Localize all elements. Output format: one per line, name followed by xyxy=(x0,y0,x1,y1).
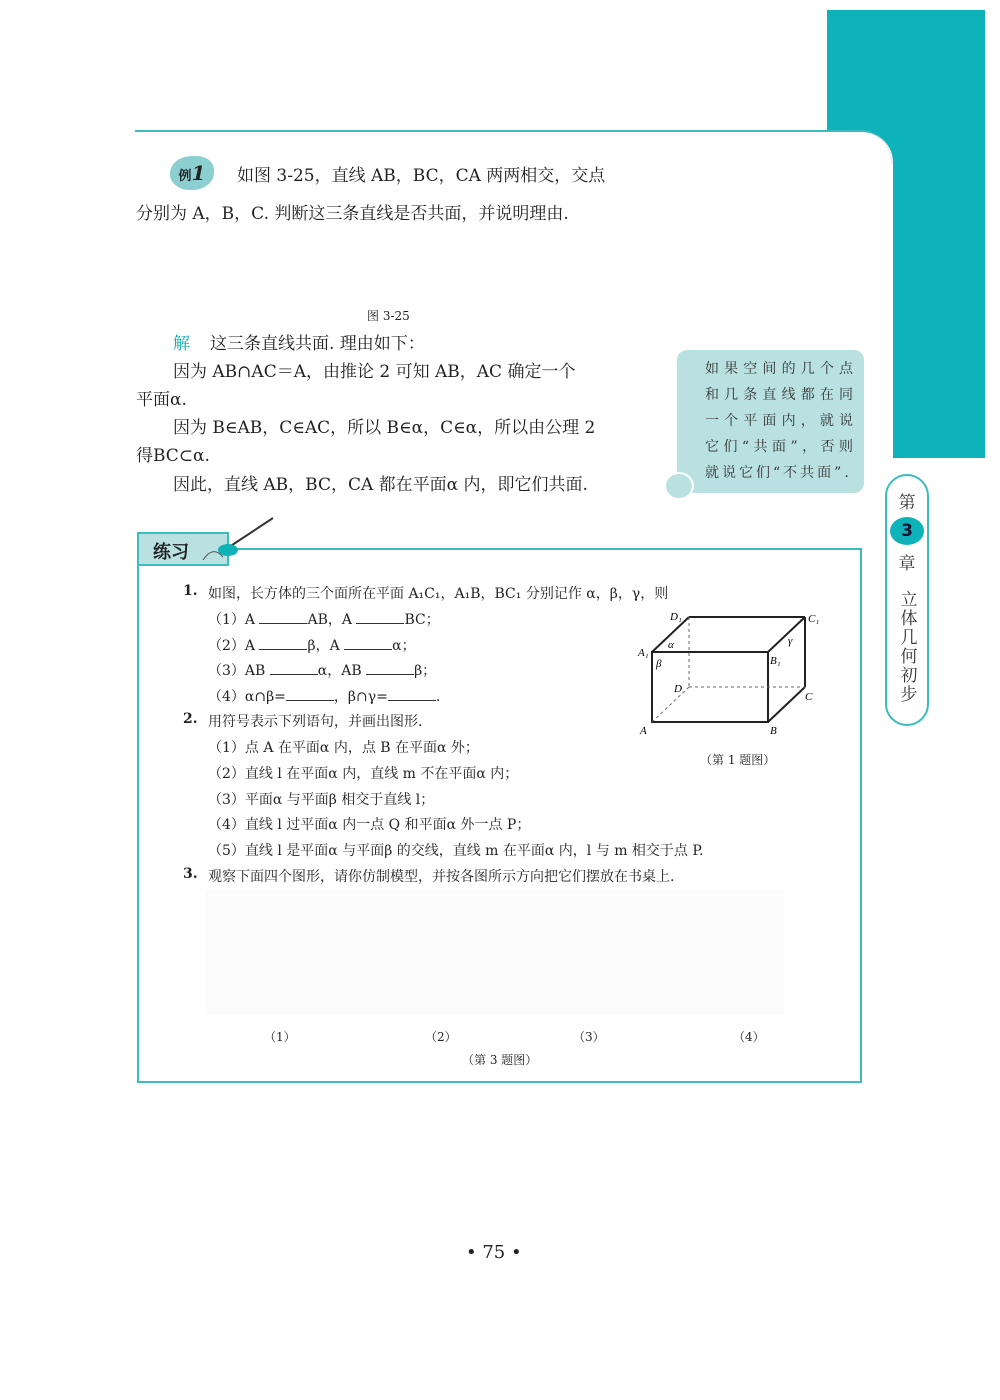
example-badge xyxy=(170,156,214,190)
solution-line: 因此，直线 AB，BC，CA 都在平面α 内，即它们共面. xyxy=(173,475,588,495)
q2-text: 用符号表示下列语句，并画出图形. xyxy=(208,714,423,730)
vertex-label: B₁ xyxy=(770,655,781,667)
q3-sub-label: （2） xyxy=(425,1030,457,1044)
chapter-title: 立体几何初步 xyxy=(896,590,917,704)
q3-number: 3. xyxy=(183,866,198,882)
figure-caption: 图 3-25 xyxy=(367,309,410,323)
q3-figures-area xyxy=(205,890,785,1015)
q2-item: （2）直线 l 在平面α 内，直线 m 不在平面α 内； xyxy=(208,766,519,782)
answer-blank[interactable] xyxy=(270,662,318,675)
vertex-label: A₁ xyxy=(638,647,649,659)
solution-line: 因为 AB∩AC＝A，由推论 2 可知 AB，AC 确定一个 xyxy=(173,362,576,382)
exercise-title: 练习 xyxy=(137,532,229,566)
chapter-suffix: 章 xyxy=(898,554,916,574)
chapter-prefix: 第 xyxy=(898,493,916,513)
plane-label: γ xyxy=(788,635,793,647)
q2-item: （3）平面α 与平面β 相交于直线 l； xyxy=(208,792,435,808)
q3-sub-label: （3） xyxy=(573,1030,605,1044)
chapter-tab xyxy=(885,474,929,726)
answer-blank[interactable] xyxy=(286,688,334,701)
q1-item: （4）α∩β= ，β∩γ= . xyxy=(208,689,441,705)
vertex-label: D₁ xyxy=(670,611,682,623)
note-pointer-icon xyxy=(664,472,694,500)
example-badge-char: 例 xyxy=(178,169,192,184)
q2-item: （1）点 A 在平面α 内，点 B 在平面α 外； xyxy=(208,740,479,756)
vertex-label: B xyxy=(770,725,777,737)
cuboid-figure xyxy=(630,600,830,745)
answer-blank[interactable] xyxy=(344,637,392,650)
q1-number: 1. xyxy=(183,583,198,599)
solution-line: 因为 B∈AB，C∈AC，所以 B∈α，C∈α，所以由公理 2 xyxy=(173,418,596,438)
plane-label: α xyxy=(668,639,674,651)
chapter-number: 3 xyxy=(890,517,924,545)
answer-blank[interactable] xyxy=(388,688,436,701)
q3-text: 观察下面四个图形，请你仿制模型，并按各图所示方向把它们摆放在书桌上. xyxy=(208,869,675,885)
vertex-label: C₁ xyxy=(808,613,820,625)
solution-line: 这三条直线共面. 理由如下： xyxy=(210,334,425,354)
q1-text: 如图，长方体的三个面所在平面 A₁C₁，A₁B，BC₁ 分别记作 α，β，γ，则 xyxy=(208,586,669,602)
solution-label: 解 xyxy=(173,334,190,354)
vertex-label: A xyxy=(640,725,647,737)
page-number: • 75 • xyxy=(466,1242,522,1263)
q2-item: （5）直线 l 是平面α 与平面β 的交线，直线 m 在平面α 内，l 与 m 相交于点 P. xyxy=(208,843,704,859)
pen-icon xyxy=(198,515,278,565)
solution-line: 得BC⊂α. xyxy=(136,446,210,466)
side-note: 如果空间的几个点和几条直线都在同一个平面内，就说它们“共面”，否则就说它们“不共面”. xyxy=(677,350,864,493)
answer-blank[interactable] xyxy=(259,611,307,624)
q1-item: （3）AB α，AB β； xyxy=(208,663,437,679)
q2-number: 2. xyxy=(183,711,198,727)
example-text-line2: 分别为 A，B，C. 判断这三条直线是否共面，并说明理由. xyxy=(136,204,569,224)
q3-sub-label: （4） xyxy=(733,1030,765,1044)
q2-item: （4）直线 l 过平面α 内一点 Q 和平面α 外一点 P； xyxy=(208,817,531,833)
q3-sub-label: （1） xyxy=(264,1030,296,1044)
vertex-label: C xyxy=(805,691,813,703)
solution-line: 平面α. xyxy=(136,390,187,410)
q1-item: （2）A β，A α； xyxy=(208,638,416,654)
q3-figure-caption: （第 3 题图） xyxy=(462,1053,538,1067)
vertex-label: D xyxy=(674,683,682,695)
example-text-line1: 如图 3-25，直线 AB，BC，CA 两两相交，交点 xyxy=(237,166,606,186)
example-badge-num: 1 xyxy=(191,161,206,185)
answer-blank[interactable] xyxy=(366,662,414,675)
answer-blank[interactable] xyxy=(259,637,307,650)
plane-label: β xyxy=(656,658,662,670)
q1-figure-caption: （第 1 题图） xyxy=(700,753,776,767)
q1-item: （1）A AB，A BC； xyxy=(208,612,440,628)
answer-blank[interactable] xyxy=(356,611,404,624)
